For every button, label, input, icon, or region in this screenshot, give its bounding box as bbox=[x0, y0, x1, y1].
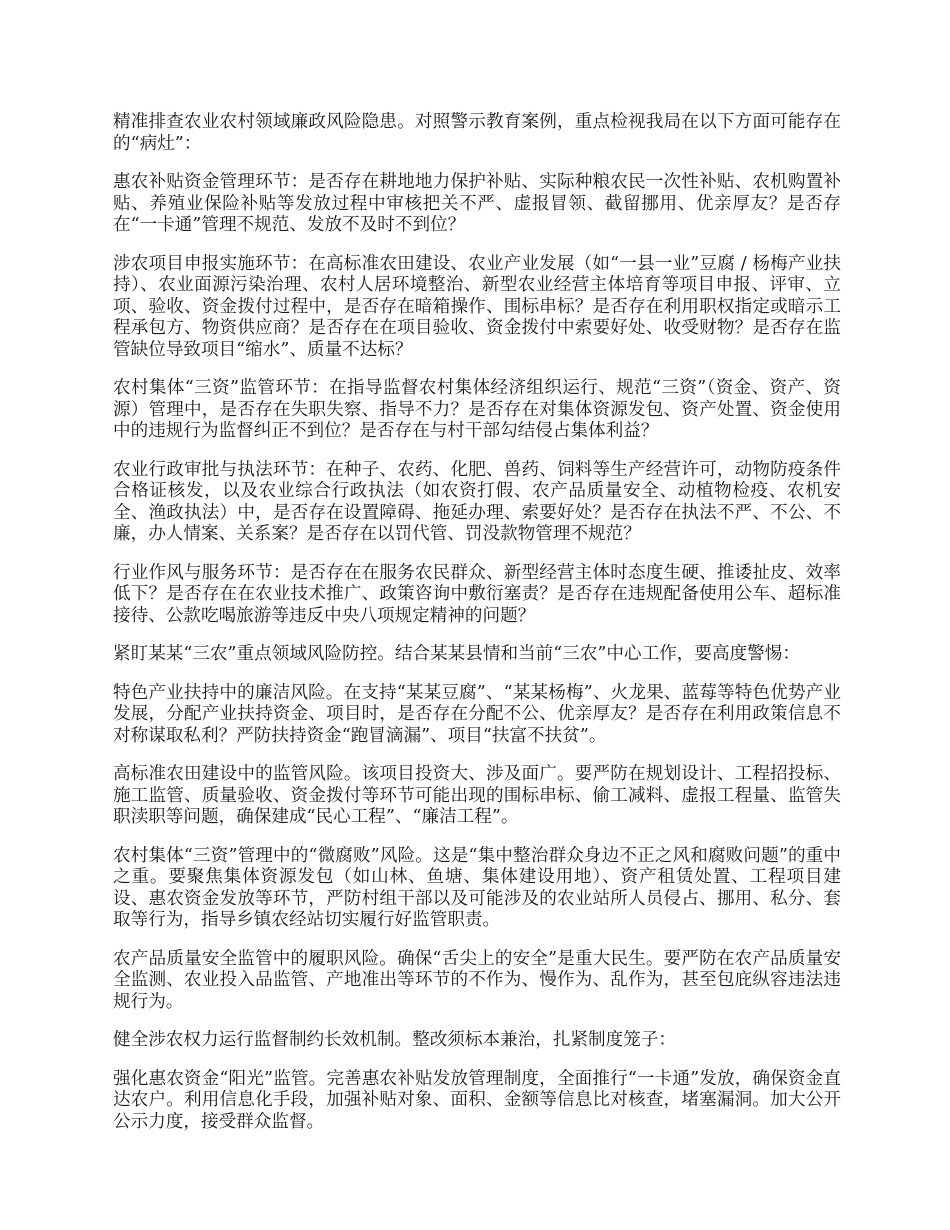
paragraph-industry-support-risk: 特色产业扶持中的廉洁风险。在支持“某某豆腐”、“某某杨梅”、火龙果、蓝莓等特色优势产业发展，分配产业扶持资金、项目时，是否存在分配不公、优亲厚友？是否存在利用政策信息不对称谋取私利？严防扶持资金“跑冒滴漏”、项目“扶富不扶贫”。 bbox=[113, 682, 841, 746]
paragraph-key-risk-control: 紧盯某某“三农”重点领域风险防控。结合某某县情和当前“三农”中心工作，要高度警惕： bbox=[113, 644, 800, 664]
paragraph-intro-risk-screening: 精准排查农业农村领域廉政风险隐患。对照警示教育案例，重点检视我局在以下方面可能存在的“病灶”： bbox=[113, 112, 841, 154]
paragraph-work-style-service: 行业作风与服务环节：是否存在在服务农民群众、新型经营主体时态度生硬、推诿扯皮、效率低下？是否存在在农业技术推广、政策咨询中敷衍塞责？是否存在违规配备使用公车、超标准接待、公款吃喝旅游等违反中央八项规定精神的问题？ bbox=[113, 562, 841, 626]
paragraph-food-safety-risk: 农产品质量安全监管中的履职风险。确保“舌尖上的安全”是重大民生。要严防在农产品质量安全监测、农业投入品监管、产地准出等环节的不作为、慢作为、乱作为，甚至包庇纵容违法违规行为。 bbox=[113, 948, 841, 1012]
paragraph-subsidy-management: 惠农补贴资金管理环节：是否存在耕地地力保护补贴、实际种粮农民一次性补贴、农机购置补贴、养殖业保险补贴等发放过程中审核把关不严、虚报冒领、截留挪用、优亲厚友？是否存在“一卡通”管理不规范、发放不及时不到位？ bbox=[113, 172, 841, 235]
document-body bbox=[113, 112, 841, 1150]
paragraph-long-term-mechanism: 健全涉农权力运行监督制约长效机制。整改须标本兼治，扎紧制度笼子： bbox=[113, 1030, 677, 1050]
paragraph-micro-corruption-risk: 农村集体“三资”管理中的“微腐败”风险。这是“集中整治群众身边不正之风和腐败问题”的重中之重。要聚焦集体资源发包（如山林、鱼塘、集体建设用地）、资产租赁处置、工程项目建设、惠农资金发放等环节，严防村组干部以及可能涉及的农业站所人员侵占、挪用、私分、套取等行为，指导乡镇农经站切实履行好监管职责。 bbox=[113, 845, 841, 930]
paragraph-farmland-construction-risk: 高标准农田建设中的监管风险。该项目投资大、涉及面广。要严防在规划设计、工程招投标、施工监管、质量验收、资金拨付等环节可能出现的围标串标、偷工减料、虚报工程量、监管失职渎职等问题，确保建成“民心工程”、“廉洁工程”。 bbox=[113, 764, 841, 827]
paragraph-project-implementation: 涉农项目申报实施环节：在高标准农田建设、农业产业发展（如“一县一业”豆腐 / 杨梅产业扶持）、农业面源污染治理、农村人居环境整治、新型农业经营主体培育等项目申报、评审、立项、验收、资金拨付过程中，是否存在暗箱操作、围标串标？是否存在利用职权指定或暗示工程承包方、物资供应商？是否存在在项目验收、资金拨付中索要好处、收受财物？是否存在监管缺位导致项目“缩水”、质量不达标？ bbox=[113, 253, 841, 360]
paragraph-sunshine-supervision: 强化惠农资金“阳光”监管。完善惠农补贴发放管理制度，全面推行“一卡通”发放，确保资金直达农户。利用信息化手段，加强补贴对象、面积、金额等信息比对核查，堵塞漏洞。加大公开公示力度，接受群众监督。 bbox=[113, 1068, 841, 1132]
paragraph-collective-assets: 农村集体“三资”监管环节：在指导监督农村集体经济组织运行、规范“三资”（资金、资产、资源）管理中，是否存在失职失察、指导不力？是否存在对集体资源发包、资产处置、资金使用中的违规行为监督纠正不到位？是否存在与村干部勾结侵占集体利益？ bbox=[113, 378, 841, 441]
paragraph-admin-approval-enforcement: 农业行政审批与执法环节：在种子、农药、化肥、兽药、饲料等生产经营许可，动物防疫条件合格证核发，以及农业综合行政执法（如农资打假、农产品质量安全、动植物检疫、农机安全、渔政执法）中，是否存在设置障碍、拖延办理、索要好处？是否存在执法不严、不公、不廉，办人情案、关系案？是否存在以罚代管、罚没款物管理不规范？ bbox=[113, 459, 841, 544]
